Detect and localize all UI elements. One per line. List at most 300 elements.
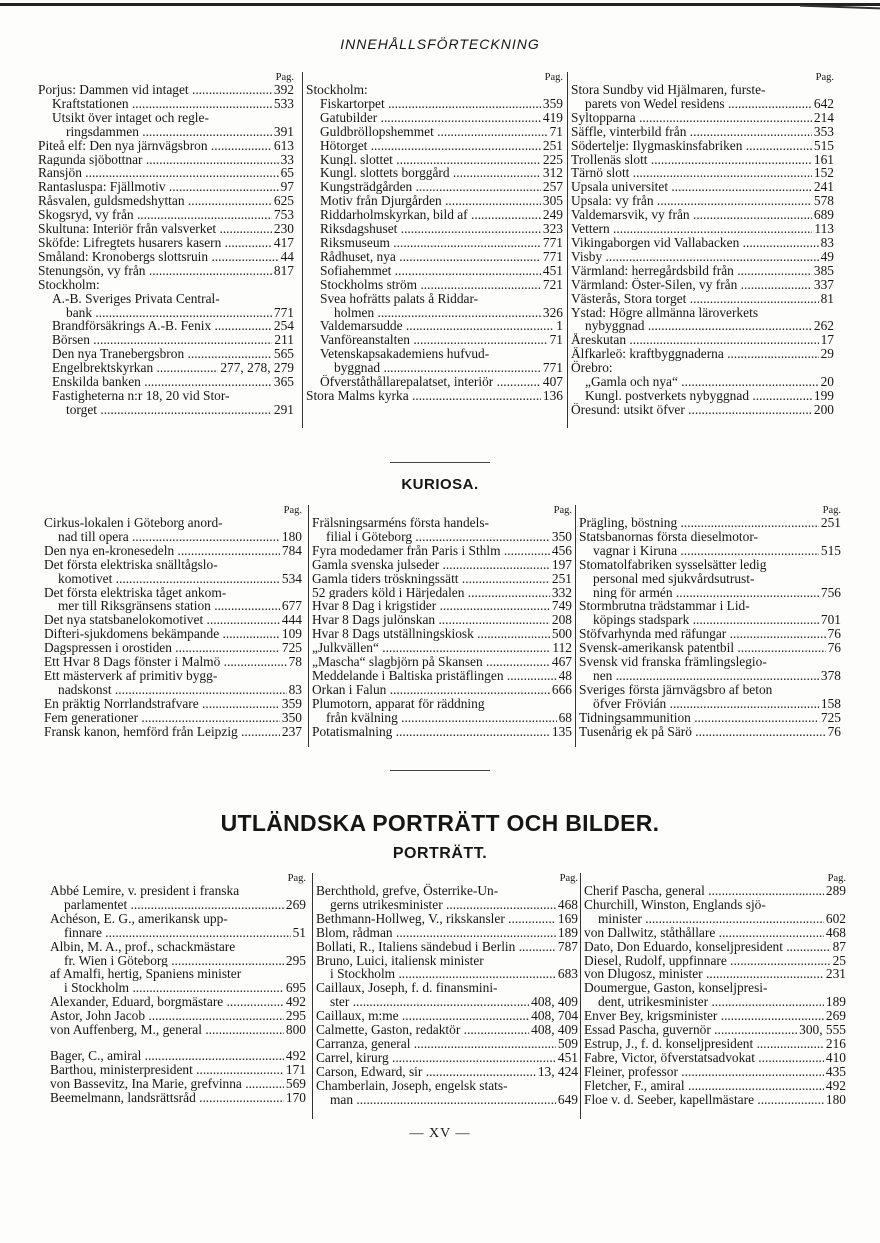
entry-text-line: Carranza, general ..... [316,1037,556,1051]
index-entry [44,669,302,697]
index-entry [44,697,302,711]
entry-text-line: man ..... [316,1093,556,1107]
entry-text-line: Ett Hvar 8 Dags fönster i Malmö ..... [44,655,287,669]
entry-text-line: En präktig Norrlandstrafvare ..... [44,697,280,711]
entry-page-number: 197 [551,556,572,572]
entry-page-number: 300, 555 [799,1022,846,1038]
index-entry [316,940,578,954]
index-entry [306,250,563,264]
index-entry [50,1063,306,1077]
index-entry [579,516,841,530]
entry-page-number: 83 [820,234,834,250]
pag-label: Pag. [544,72,563,83]
index-entry [571,403,834,417]
entry-text-line: Tärnö slott ..... [571,166,812,180]
entry-page-number: 211 [274,332,294,348]
index-entry [38,278,294,292]
index-entry [306,83,563,97]
entry-text-line: „Mascha“ slagbjörn på Skansen ..... [312,655,550,669]
index-entry [306,153,563,167]
index-entry [312,572,572,586]
index-entry [316,912,578,926]
entry-page-number: 725 [820,709,841,725]
entry-page-number: 468 [825,924,846,940]
entry-text-line: Berchthold, grefve, Österrike-Un- [316,883,499,898]
entry-page-number: 771 [542,360,563,376]
entry-page-number: 78 [288,654,302,670]
entry-text-line: Porjus: Dammen vid intaget ..... [38,83,272,97]
index-entry [571,83,834,111]
index-entry [571,333,834,347]
entry-page-number: 269 [825,1008,846,1024]
index-entry [306,319,563,333]
index-entry [584,1051,846,1065]
entry-page-number: 49 [820,248,834,264]
entry-text-line: Sveriges första järnvägsbro af beton [579,681,773,697]
entry-text-line: gerns utrikesminister ..... [316,898,556,912]
index-entry [306,180,563,194]
index-entry [571,250,834,264]
index-entry [306,208,563,222]
index-entry [50,967,306,995]
index-entry [44,655,302,669]
portraits-subheading: PORTRÄTT. [392,845,488,862]
entry-page-number: 569 [285,1075,306,1091]
entry-text-line: Ragunda sjöbottnar ..... [38,153,279,167]
pag-label: Pag. [275,72,294,83]
entry-page-number: 109 [281,626,302,642]
entry-page-number: 76 [827,626,841,642]
entry-text-line: Kungsträdgården ..... [320,180,541,194]
entry-page-number: 251 [820,515,841,530]
entry-text-line: Sköfde: Lifregtets husarers kasern ..... [38,236,272,250]
index-entry [50,1091,306,1105]
index-entry [571,139,834,153]
entry-page-number: 417 [273,234,294,250]
index-entry [584,1093,846,1107]
index-entry [312,516,572,544]
entry-page-number: 451 [557,1049,578,1065]
index-entry [571,166,834,180]
entry-text-line: Hvar 8 Dags utställningskiosk ..... [312,627,550,641]
entry-text-line: Örebro: [571,360,613,376]
entry-text-line: öfver Frövián ..... [579,697,819,711]
entry-page-number: 408, 409 [531,1022,578,1038]
entry-text-line: Bager, C., amiral ..... [50,1049,284,1063]
pag-label: Pag. [815,72,834,83]
entry-text-line: Guldbröllopshemmet ..... [320,125,548,139]
index-entry [316,954,578,982]
entry-text-line: Valdemarsvik, vy från ..... [571,208,812,222]
entry-page-number: 158 [820,695,841,711]
entry-text-line: Prägling, böstning ..... [579,516,819,530]
entry-text-line: Chamberlain, Joseph, engelsk stats- [316,1077,508,1093]
entry-text-line: Barthou, ministerpresident ..... [50,1063,284,1077]
entry-page-number: 771 [542,248,563,264]
index-entry [579,599,841,627]
section1-column-2 [302,72,563,428]
entry-text-line: Fleiner, professor ..... [584,1065,824,1079]
entry-page-number: 170 [285,1089,306,1105]
entry-text-line: Kungl. slottet ..... [320,153,541,167]
entry-text-line: Stöfvarhynda med räfungar ..... [579,627,826,641]
entry-page-number: 76 [827,723,841,739]
index-entry [50,884,306,912]
index-entry [38,319,294,333]
entry-page-number: 467 [551,654,572,670]
entry-text-line: Säffle, vinterbild från ..... [571,125,812,139]
index-entry [38,153,294,167]
entry-text-line: Det första elektriska snälltågslo- [44,556,218,572]
entry-text-line: Tusenårig ek på Särö ..... [579,725,826,739]
entry-text-line: Öfverståthållarepalatset, interiör ..... [320,375,541,389]
entry-text-line: nen ..... [579,669,819,683]
index-entry [571,125,834,139]
index-entry [316,1051,578,1065]
index-entry [50,1077,306,1091]
entry-page-number: 408, 409 [531,994,578,1010]
index-entry [306,333,563,347]
running-head: INNEHÅLLSFÖRTECKNING [340,36,540,52]
entry-page-number: 48 [558,667,572,683]
entry-page-number: 784 [281,542,302,558]
index-entry [584,1079,846,1093]
entry-page-number: 444 [281,612,302,628]
index-entry [50,1049,306,1063]
index-entry [571,180,834,194]
entry-page-number: 500 [551,626,572,642]
index-entry [571,306,834,334]
index-entry [579,655,841,683]
kuriosa-column-2 [308,505,572,747]
entry-text-line: Ystad: Högre allmänna läroverkets [571,304,759,320]
entry-page-number: 65 [280,165,294,181]
pag-label: Pag. [559,873,578,884]
separator-rule-2 [390,770,490,771]
entry-page-number: 492 [825,1077,846,1093]
index-entry [38,292,294,320]
index-entry [38,208,294,222]
entry-page-number: 721 [542,276,563,292]
entry-page-number: 451 [542,262,563,278]
entry-page-number: 642 [813,95,834,111]
index-entry [579,725,841,739]
index-entry [44,641,302,655]
index-entry [584,1037,846,1051]
index-entry [316,981,578,1009]
entry-page-number: 378 [820,667,841,683]
index-entry [38,264,294,278]
entry-page-number: 289 [825,883,846,898]
entry-text-line: från kvälning ..... [312,711,557,725]
entry-text-line: Gamla svenska julseder ..... [312,558,550,572]
entry-text-line: Svea hofrätts palats å Riddar- [320,290,479,306]
entry-page-number: 666 [551,681,572,697]
entry-text-line: Svensk vid franska främlingslegio- [579,654,767,670]
index-entry [312,558,572,572]
entry-page-number: 353 [813,123,834,139]
entry-text-line: von Bassevitz, Ina Marie, grefvinna ..... [50,1077,284,1091]
entry-page-number: 649 [557,1091,578,1107]
entry-text-line: bank ..... [52,306,272,320]
entry-text-line: Stockholm: [38,276,100,292]
entry-text-line: Calmette, Gaston, redaktör ..... [316,1023,529,1037]
entry-page-number: 515 [813,137,834,153]
index-entry [312,641,572,655]
index-entry [306,194,563,208]
index-entry [50,912,306,940]
entry-page-number: 701 [820,612,841,628]
index-entry [38,139,294,153]
index-entry [38,194,294,208]
index-entry [316,1079,578,1107]
entry-text-line: Råsvalen, guldsmedshyttan ..... [38,194,272,208]
index-entry [306,236,563,250]
index-entry [579,641,841,655]
entry-page-number: 25 [832,952,846,968]
entry-page-number: 17 [820,332,834,348]
entry-text-line: Estrup, J., f. d. konseljpresident ..... [584,1037,824,1051]
entry-page-number: 76 [827,640,841,656]
index-entry [571,292,834,306]
entry-page-number: 625 [273,193,294,209]
index-entry [571,208,834,222]
entry-page-number: 231 [825,966,846,982]
entry-page-number: 725 [281,640,302,656]
entry-text-line: Värmland: herregårdsbild från ..... [571,264,812,278]
entry-page-number: 169 [557,910,578,926]
index-entry [584,884,846,898]
entry-page-number: 295 [285,952,306,968]
entry-text-line: Hvar 8 Dags julönskan ..... [312,613,550,627]
entry-text-line: Syltopparna ..... [571,111,812,125]
entry-page-number: 291 [273,401,294,417]
entry-text-line: Vanföreanstalten ..... [320,333,548,347]
entry-text-line: Kraftstationen ..... [52,97,272,111]
portraits-column-1 [50,873,306,1105]
index-entry [44,544,302,558]
pag-label: Pag. [827,873,846,884]
entry-text-line: Alexander, Eduard, borgmästare ..... [50,995,284,1009]
index-entry [584,898,846,926]
entry-text-line: Tidningsammunition ..... [579,711,819,725]
entry-page-number: 492 [285,994,306,1010]
separator-rule-1 [390,462,490,463]
entry-page-number: 695 [285,980,306,996]
entry-text-line: von Auffenberg, M., general ..... [50,1023,284,1037]
entry-text-line: Småland: Kronobergs slottsruin ..... [38,250,279,264]
entry-page-number: 533 [273,95,294,111]
entry-page-number: 753 [273,207,294,223]
entry-page-number: 365 [273,374,294,390]
entry-page-number: 749 [551,598,572,614]
index-entry [306,347,563,375]
index-entry [44,516,302,544]
entry-page-number: 787 [557,938,578,954]
index-entry [306,166,563,180]
entry-page-number: 565 [273,346,294,362]
entry-page-number: 392 [273,82,294,97]
entry-text-line: Riksmuseum ..... [320,236,541,250]
entry-page-number: 613 [273,137,294,153]
entry-page-number: 350 [281,709,302,725]
entry-text-line: A.-B. Sveriges Privata Central- [52,290,220,306]
entry-text-line: Hvar 8 Dag i krigstider ..... [312,599,550,613]
entry-text-line: Vikingaborgen vid Vallabacken ..... [571,236,819,250]
entry-text-line: i Stockholm ..... [50,981,284,995]
entry-page-number: 391 [273,123,294,139]
entry-page-number: 492 [285,1047,306,1063]
index-entry [50,940,306,968]
entry-text-line: nadskonst ..... [44,683,287,697]
index-entry [38,83,294,97]
index-entry [44,627,302,641]
entry-text-line: Fiskartorpet ..... [320,97,541,111]
index-entry [316,1065,578,1079]
index-entry [316,1037,578,1051]
section1-column-3 [567,72,834,428]
entry-page-number: 171 [285,1061,306,1077]
entry-page-number: 350 [551,528,572,544]
entry-text-line: komotivet ..... [44,572,280,586]
index-entry [571,375,834,389]
section1-column-1 [38,72,294,417]
index-entry [312,697,572,725]
entry-page-number: 756 [820,584,841,600]
entry-text-line: Frälsningsarméns första handels- [312,515,490,530]
entry-text-line: Fabre, Victor, öfverstatsadvokat ..... [584,1051,824,1065]
index-entry [306,375,563,389]
index-entry [306,97,563,111]
entry-page-number: 323 [542,221,563,237]
entry-text-line: Orkan i Falun ..... [312,683,550,697]
entry-text-line: Skogsryd, vy från ..... [38,208,272,222]
page-number: — XV — [409,1126,471,1141]
index-entry [306,278,563,292]
entry-page-number: 44 [280,248,294,264]
entry-text-line: Svensk-amerikansk patentbil ..... [579,641,826,655]
entry-text-line: Riksdagshuset ..... [320,222,541,236]
index-entry [312,613,572,627]
entry-text-line: torget ..... [52,403,272,417]
pag-label: Pag. [287,873,306,884]
entry-text-line: Statsbanornas första dieselmotor- [579,528,758,544]
entry-text-line: ster ..... [316,995,529,1009]
index-entry [584,967,846,981]
entry-text-line: parlamentet ..... [50,898,284,912]
entry-text-line: holmen ..... [320,306,541,320]
entry-page-number: 189 [557,924,578,940]
index-entry [584,1023,846,1037]
kuriosa-column-1 [44,505,302,739]
entry-text-line: köpings stadspark ..... [579,613,819,627]
index-entry [306,264,563,278]
entry-text-line: Plumotorn, apparat för räddning [312,695,485,711]
entry-page-number: 81 [820,290,834,306]
kuriosa-column-3 [575,505,841,747]
entry-text-line: ning för armén ..... [579,586,819,600]
entry-text-line: 52 graders köld i Härjedalen ..... [312,586,550,600]
entry-page-number: 359 [542,95,563,111]
entry-text-line: Fyra modedamer från Paris i Sthlm ..... [312,544,550,558]
entry-page-number: 33 [280,151,294,167]
index-entry [38,236,294,250]
entry-text-line: Södertelje: Ilygmaskinsfabriken ..... [571,139,812,153]
entry-text-line: mer till Riksgränsens station ..... [44,599,280,613]
index-entry [316,926,578,940]
entry-text-line: Åreskutan ..... [571,333,819,347]
entry-page-number: 225 [542,151,563,167]
index-entry [571,236,834,250]
entry-text-line: Vettern ..... [571,222,812,236]
entry-page-number: 468 [557,896,578,912]
entry-page-number: 136 [542,387,563,403]
index-entry [584,1065,846,1079]
entry-page-number: 230 [273,221,294,237]
index-entry [38,250,294,264]
index-entry [571,111,834,125]
entry-page-number: 817 [273,262,294,278]
entry-page-number: 419 [542,109,563,125]
entry-text-line: Dato, Don Eduardo, konseljpresident ..... [584,940,831,954]
entry-page-number: 251 [542,137,563,153]
entry-page-number: 87 [832,938,846,954]
portraits-column-2 [312,873,578,1119]
entry-text-line: Älfkarleö: kraftbyggnaderna ..... [571,347,819,361]
entry-text-line: Trollenäs slott ..... [571,153,812,167]
entry-text-line: Diesel, Rudolf, uppfinnare ..... [584,954,831,968]
entry-text-line: Stockholm: [306,82,368,97]
entry-text-line: Bruno, Luici, italiensk minister [316,952,484,968]
entry-text-line: Fletcher, F., amiral ..... [584,1079,824,1093]
entry-text-line: Dagspressen i orostiden ..... [44,641,280,655]
entry-page-number: 71 [549,123,563,139]
entry-text-line: Rådhuset, nya ..... [320,250,541,264]
index-entry [306,125,563,139]
entry-page-number: 277, 278, 279 [220,360,294,376]
entry-text-line: Den nya Tranebergsbron ..... [52,347,272,361]
entry-page-number: 295 [285,1008,306,1024]
entry-text-line: Kungl. slottets borggård ..... [320,166,541,180]
entry-page-number: 456 [551,542,572,558]
index-entry [316,1009,578,1023]
entry-text-line: Vetenskapsakademiens hufvud- [320,346,490,362]
entry-text-line: finnare ..... [50,926,291,940]
entry-text-line: Engelbrektskyrkan ..... [52,361,218,375]
entry-text-line: Fem generationer ..... [44,711,280,725]
entry-text-line: Fransk kanon, hemförd från Leipzig ..... [44,725,280,739]
entry-page-number: 161 [813,151,834,167]
entry-page-number: 262 [813,318,834,334]
entry-text-line: Västerås, Stora torget ..... [571,292,819,306]
entry-text-line: „Gamla och nya“ ..... [585,375,819,389]
entry-page-number: 152 [813,165,834,181]
entry-text-line: Stora Malms kyrka ..... [306,389,541,403]
entry-page-number: 113 [814,221,834,237]
entry-text-line: personal med sjukvårdsutrust- [593,570,755,586]
entry-text-line: Gatubilder ..... [320,111,541,125]
entry-page-number: 337 [813,276,834,292]
entry-text-line: Upsala universitet ..... [571,180,812,194]
entry-text-line: Caillaux, m:me ..... [316,1009,529,1023]
entry-page-number: 359 [281,695,302,711]
entry-page-number: 312 [542,165,563,181]
entry-page-number: 216 [825,1035,846,1051]
entry-page-number: 20 [820,374,834,390]
entry-text-line: Ett mästerverk af primitiv bygg- [44,667,218,683]
index-entry [306,292,563,320]
index-entry [306,389,563,403]
